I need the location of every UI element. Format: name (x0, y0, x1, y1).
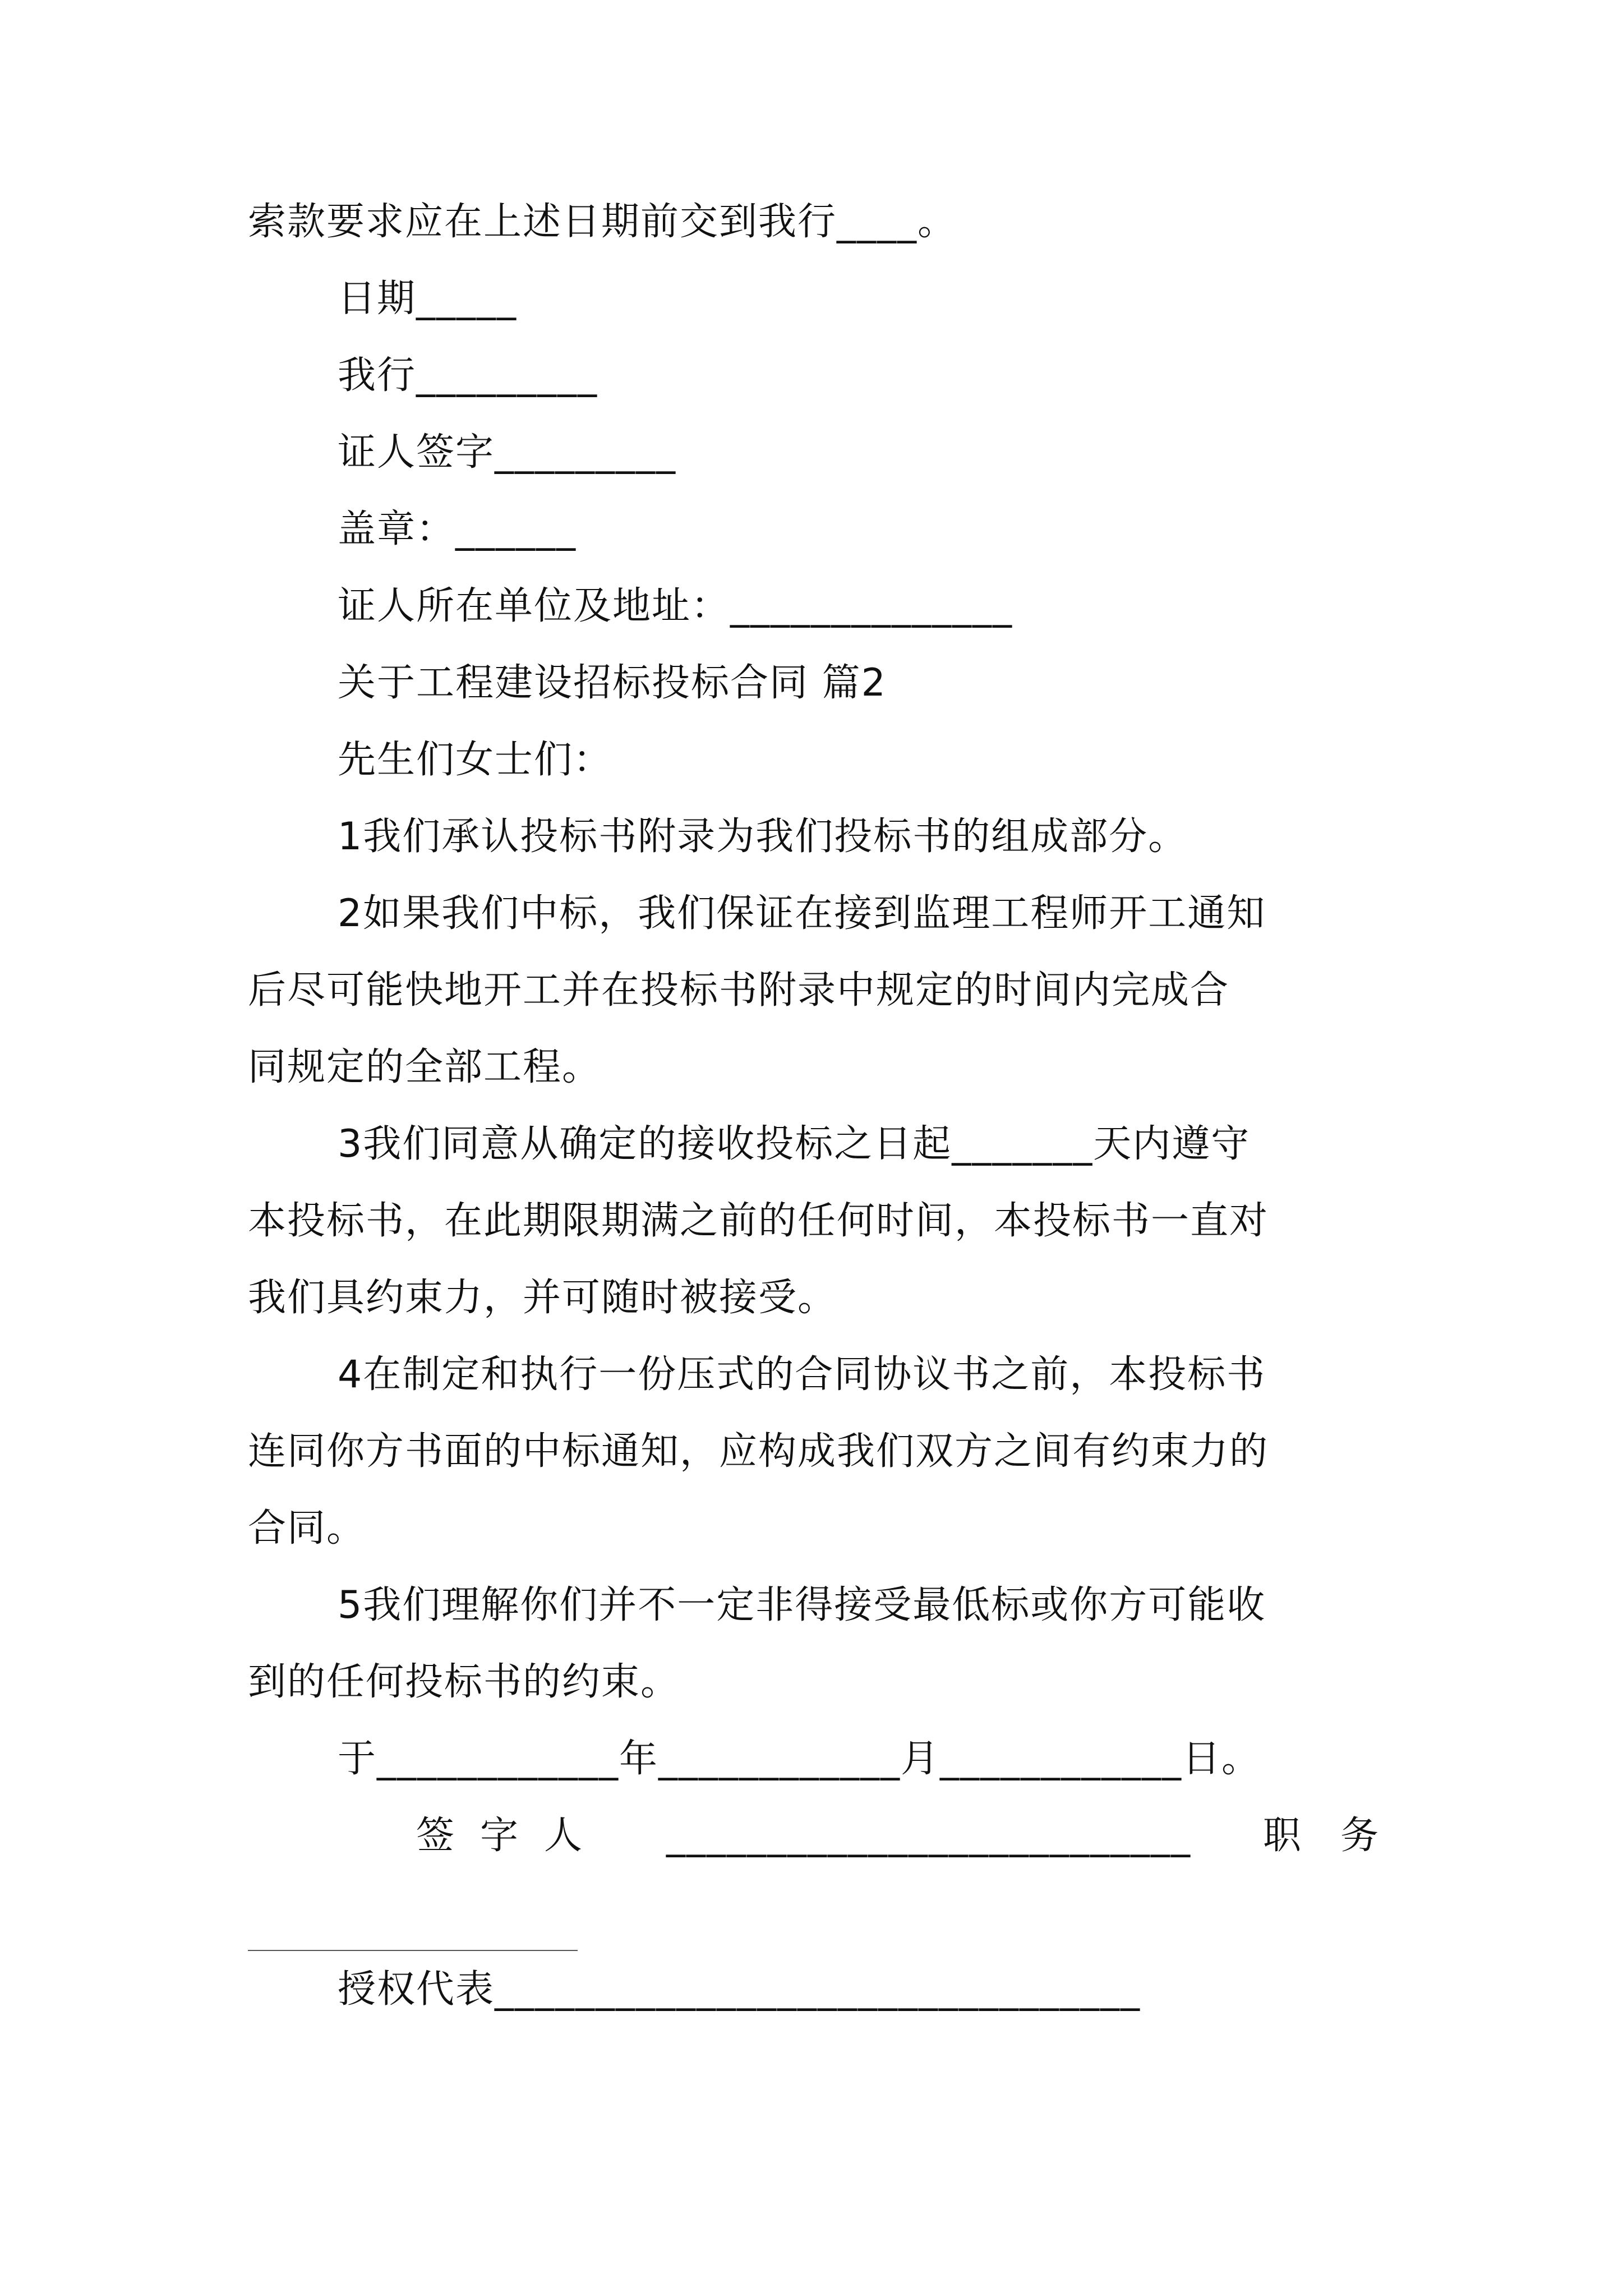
signatory-blank: __________________________ (666, 1814, 1191, 1858)
authorized-representative-line: 授权代表________________________________ (338, 1967, 1141, 2012)
date-blank-line: 于____________年____________月____________日。 (338, 1737, 1261, 1781)
section-heading: 关于工程建设招标投标合同 篇2 (338, 661, 887, 705)
clause-5-line-1: 5我们理解你们并不一定非得接受最低标或你方可能收 (338, 1583, 1266, 1627)
clause-3-line-2: 本投标书，在此期限期满之前的任何时间，本投标书一直对 (248, 1199, 1269, 1243)
clause-4-line-2: 连同你方书面的中标通知，应构成我们双方之间有约束力的 (248, 1429, 1269, 1474)
clause-4-line-1: 4在制定和执行一份压式的合同协议书之前，本投标书 (338, 1352, 1266, 1397)
bank-field-line: 我行_________ (338, 353, 598, 398)
signatory-label: 签字人 (416, 1814, 608, 1858)
witness-address-line: 证人所在单位及地址：______________ (338, 584, 1013, 628)
salutation: 先生们女士们： (338, 738, 613, 782)
clause-5-line-2: 到的任何投标书的约束。 (248, 1660, 680, 1704)
clause-3-line-3: 我们具约束力，并可随时被接受。 (248, 1276, 837, 1320)
clause-2-line-2: 后尽可能快地开工并在投标书附录中规定的时间内完成合 (248, 968, 1230, 1013)
witness-signature-line: 证人签字_________ (338, 430, 677, 475)
clause-1: 1我们承认投标书附录为我们投标书的组成部分。 (338, 815, 1188, 859)
clause-2-line-3: 同规定的全部工程。 (248, 1045, 602, 1089)
position-blank-rule (248, 1950, 578, 1951)
date-field-line: 日期_____ (338, 277, 518, 321)
clause-4-line-3: 合同。 (248, 1506, 366, 1550)
seal-line: 盖章：______ (338, 507, 577, 551)
position-label: 职务 (1263, 1814, 1418, 1858)
clause-3-line-1: 3我们同意从确定的接收投标之日起_______天内遵守 (338, 1122, 1251, 1166)
clause-2-line-1: 2如果我们中标，我们保证在接到监理工程师开工通知 (338, 891, 1266, 936)
text-line: 索款要求应在上述日期前交到我行____。 (248, 200, 957, 244)
